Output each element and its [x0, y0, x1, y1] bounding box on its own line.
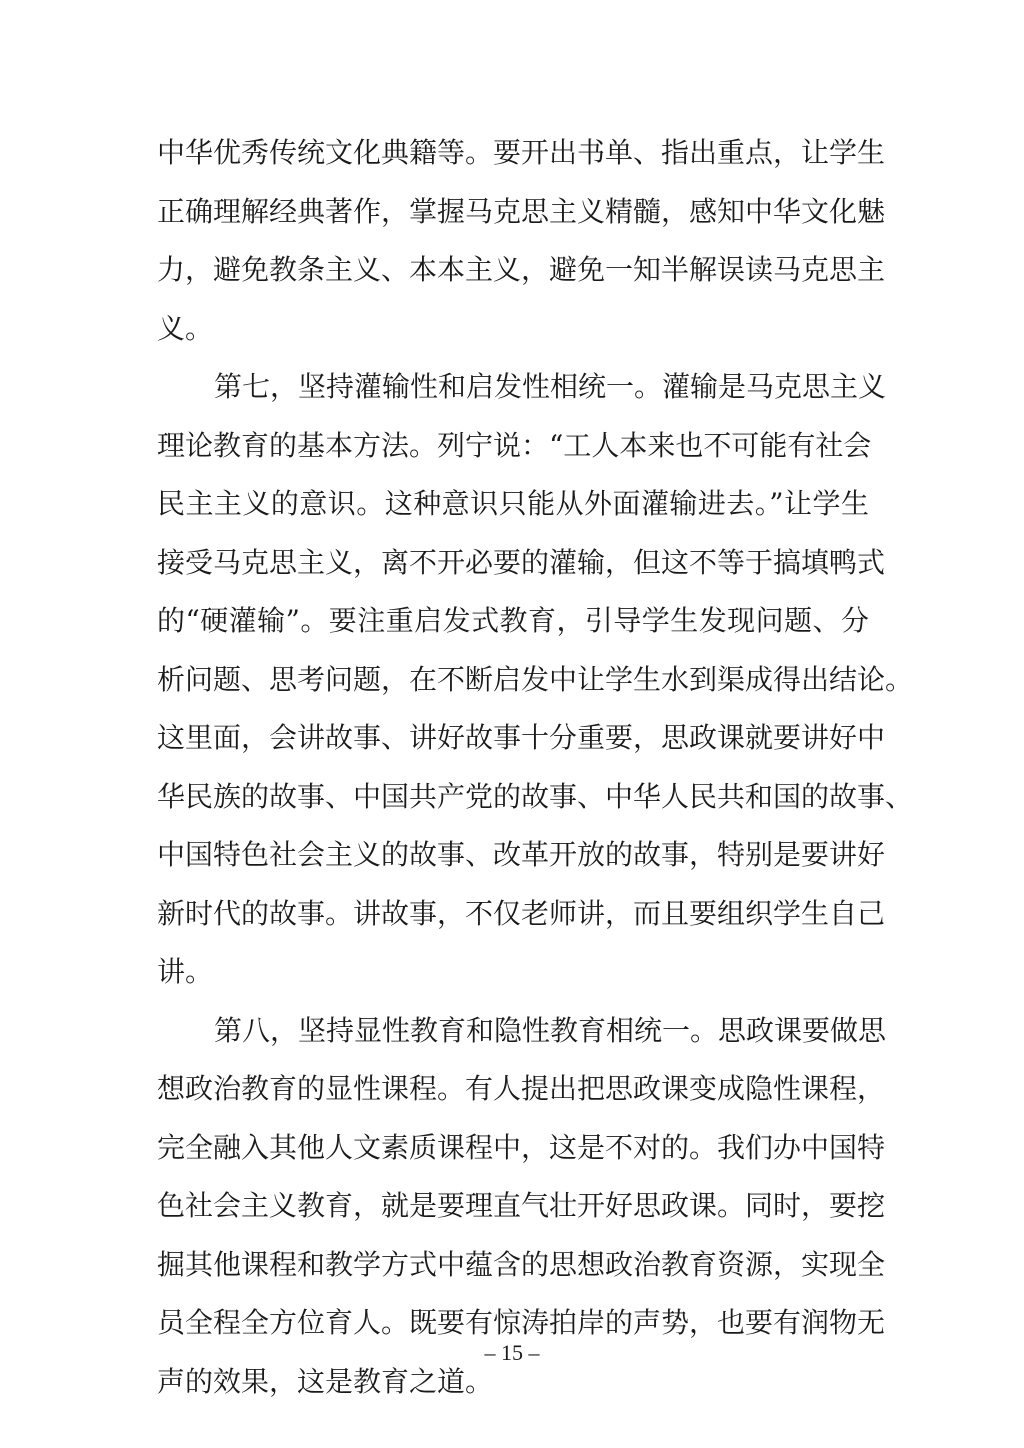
text-line: 色社会主义教育，就是要理直气壮开好思政课。同时，要挖 — [157, 1189, 886, 1222]
text-line: 讲。 — [157, 955, 214, 988]
text-line: 力，避免教条主义、本本主义，避免一知半解误读马克思主 — [157, 253, 886, 286]
text-line: 理论教育的基本方法。列宁说：“工人本来也不可能有社会 — [157, 428, 872, 462]
text-line: 新时代的故事。讲故事，不仅老师讲，而且要组织学生自己 — [157, 896, 886, 930]
text-line: 声的效果，这是教育之道。 — [157, 1364, 494, 1398]
text-line: 这里面，会讲故事、讲好故事十分重要，思政课就要讲好中 — [157, 721, 886, 754]
text-line: 想政治教育的显性课程。有人提出把思政课变成隐性课程， — [157, 1072, 886, 1105]
text-line: 义。 — [157, 311, 214, 345]
text-line: 掘其他课程和教学方式中蕴含的思想政治教育资源，实现全 — [157, 1247, 886, 1281]
text-line: 第七，坚持灌输性和启发性相统一。灌输是马克思主义 — [214, 370, 887, 403]
text-line: 第八，坚持显性教育和隐性教育相统一。思政课要做思 — [214, 1013, 887, 1047]
text-line: 完全融入其他人文素质课程中，这是不对的。我们办中国特 — [157, 1130, 886, 1164]
text-line: 的“硬灌输”。要注重启发式教育，引导学生发现问题、分 — [157, 604, 869, 637]
page-number: – 15 – — [484, 1340, 540, 1365]
paragraph-1 — [157, 124, 886, 358]
text-line: 正确理解经典著作，掌握马克思主义精髓，感知中华文化魅 — [157, 194, 886, 228]
text-line: 接受马克思主义，离不开必要的灌输，但这不等于搞填鸭式 — [157, 545, 886, 579]
text-line: 中华优秀传统文化典籍等。要开出书单、指出重点，让学生 — [157, 136, 886, 169]
text-line: 华民族的故事、中国共产党的故事、中华人民共和国的故事、 — [157, 779, 914, 813]
text-line: 中国特色社会主义的故事、改革开放的故事，特别是要讲好 — [157, 838, 886, 871]
text-line: 民主主义的意识。这种意识只能从外面灌输进去。”让学生 — [157, 487, 869, 520]
body-text — [157, 124, 914, 1411]
text-line: 析问题、思考问题，在不断启发中让学生水到渠成得出结论。 — [157, 662, 914, 696]
paragraph-2 — [157, 358, 914, 1002]
text-line: 员全程全方位育人。既要有惊涛拍岸的声势，也要有润物无 — [157, 1306, 886, 1339]
